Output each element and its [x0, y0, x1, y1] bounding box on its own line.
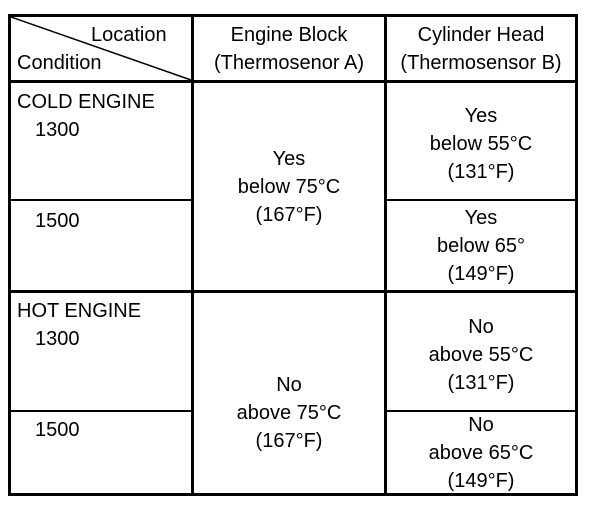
hot-head-1300-cell: [387, 297, 575, 412]
cold-head-1500-line3: (149°F): [447, 262, 515, 285]
hot-engine-label: HOT ENGINE: [17, 300, 142, 322]
hot-head-1300-line2: above 55°C: [428, 343, 534, 366]
hot-head-1300-line3: (131°F): [447, 371, 515, 394]
cold-block-line2: below 75°C: [237, 175, 341, 198]
cold-1500-label: 1500: [35, 210, 80, 232]
cold-block-line3: (167°F): [255, 203, 323, 226]
cold-block-line1: Yes: [272, 147, 306, 170]
location-label: Location: [91, 24, 167, 46]
cold-row-divider-left: [11, 199, 191, 201]
hot-head-1500-cell: [387, 412, 575, 493]
hot-block-line2: above 75°C: [236, 402, 342, 424]
cold-head-1300-line3: (131°F): [447, 161, 515, 183]
hot-head-1500-line3: (149°F): [447, 469, 515, 492]
engine-block-title: Engine Block: [230, 24, 348, 46]
thermosensor-table: [8, 14, 578, 496]
cold-head-1500-line1: Yes: [464, 206, 498, 229]
hot-1300-label: 1300: [35, 328, 80, 350]
cold-block-cell: [194, 83, 384, 290]
hot-head-1500-line1: No: [468, 413, 494, 436]
hot-block-line1: No: [276, 374, 302, 396]
engine-block-subtitle: (Thermosenor A): [213, 52, 365, 74]
cold-engine-label: COLD ENGINE: [17, 91, 155, 113]
cylinder-head-title: Cylinder Head: [417, 24, 545, 46]
cold-1300-label: 1300: [35, 119, 80, 141]
cold-head-1500-line2: below 65°: [436, 234, 526, 257]
hot-head-1300-line1: No: [468, 315, 494, 338]
hot-block-line3: (167°F): [255, 430, 323, 452]
cylinder-head-subtitle: (Thermosensor B): [400, 52, 562, 74]
hot-1500-label: 1500: [35, 419, 80, 441]
cold-head-1500-cell: [387, 201, 575, 290]
hot-row-divider-left: [11, 410, 191, 412]
hot-head-1500-line2: above 65°C: [428, 441, 534, 464]
condition-label: Condition: [17, 52, 102, 74]
cold-head-1300-line2: below 55°C: [429, 133, 533, 155]
cold-head-1300-cell: [387, 87, 575, 201]
cold-head-1300-line1: Yes: [464, 105, 498, 127]
hot-block-cell: [194, 293, 384, 493]
